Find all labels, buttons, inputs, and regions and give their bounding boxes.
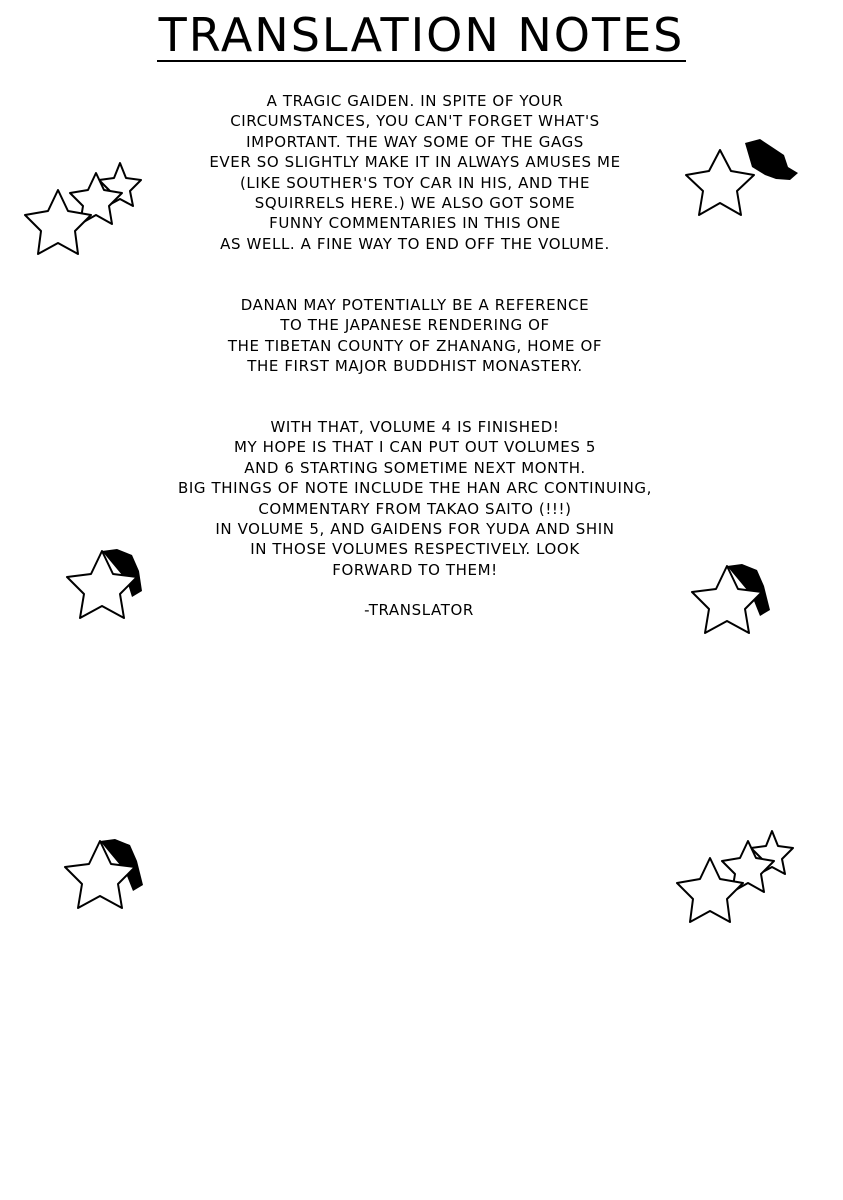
note-line: FORWARD TO THEM! [332,560,498,579]
star-icon [20,160,150,270]
note-paragraph-1 [120,91,710,254]
note-line: FUNNY COMMENTARIES IN THIS ONE [269,214,561,233]
star-icon [57,545,152,637]
star-icon [672,828,802,938]
note-line: THE TIBETAN COUNTY OF ZHANANG, HOME OF [227,336,603,355]
note-line: SQUIRRELS HERE.) WE ALSO GOT SOME [254,194,576,213]
translator-signature: -TRANSLATOR [364,601,474,619]
note-line: (LIKE SOUTHER'S TOY CAR IN HIS, AND THE [239,173,591,192]
page-title-text: TRANSLATION NOTES [158,8,685,62]
star-icon [680,135,805,235]
note-line: IN VOLUME 5, AND GAIDENS FOR YUDA AND SHIN [215,520,615,539]
note-line: DANAN MAY POTENTIALLY BE A REFERENCE [240,296,590,314]
star-right-mid [682,560,777,652]
note-line: EVER SO SLIGHTLY MAKE IT IN ALWAYS AMUSES ME [209,153,621,172]
note-line: BIG THINGS OF NOTE INCLUDE THE HAN ARC CONTINUING, [178,479,652,498]
star-left-low [55,835,150,927]
note-line: AND 6 STARTING SOMETIME NEXT MONTH. [244,458,586,477]
note-line: A TRAGIC GAIDEN. IN SPITE OF YOUR [266,92,564,110]
note-line: AS WELL. A FINE WAY TO END OFF THE VOLUME. [220,234,610,253]
note-line: MY HOPE IS THAT I CAN PUT OUT VOLUMES 5 [233,438,597,457]
note-line: CIRCUMSTANCES, YOU CAN'T FORGET WHAT'S [230,112,600,131]
star-cluster-top-left [20,160,150,270]
page-title [0,8,843,62]
note-line: IN THOSE VOLUMES RESPECTIVELY. LOOK [250,540,580,559]
star-left-mid [57,545,152,637]
note-line: COMMENTARY FROM TAKAO SAITO (!!!) [258,499,572,518]
star-icon [55,835,150,927]
note-paragraph-2 [120,295,710,377]
star-icon [682,560,777,652]
note-paragraph-3 [120,417,710,580]
star-cluster-bottom-right [672,828,802,938]
note-line: IMPORTANT. THE WAY SOME OF THE GAGS [246,132,584,151]
star-shadow-top-right [680,135,805,235]
note-line: TO THE JAPANESE RENDERING OF [280,316,550,335]
note-line: THE FIRST MAJOR BUDDHIST MONASTERY. [247,357,583,376]
note-line: WITH THAT, VOLUME 4 IS FINISHED! [270,418,560,436]
